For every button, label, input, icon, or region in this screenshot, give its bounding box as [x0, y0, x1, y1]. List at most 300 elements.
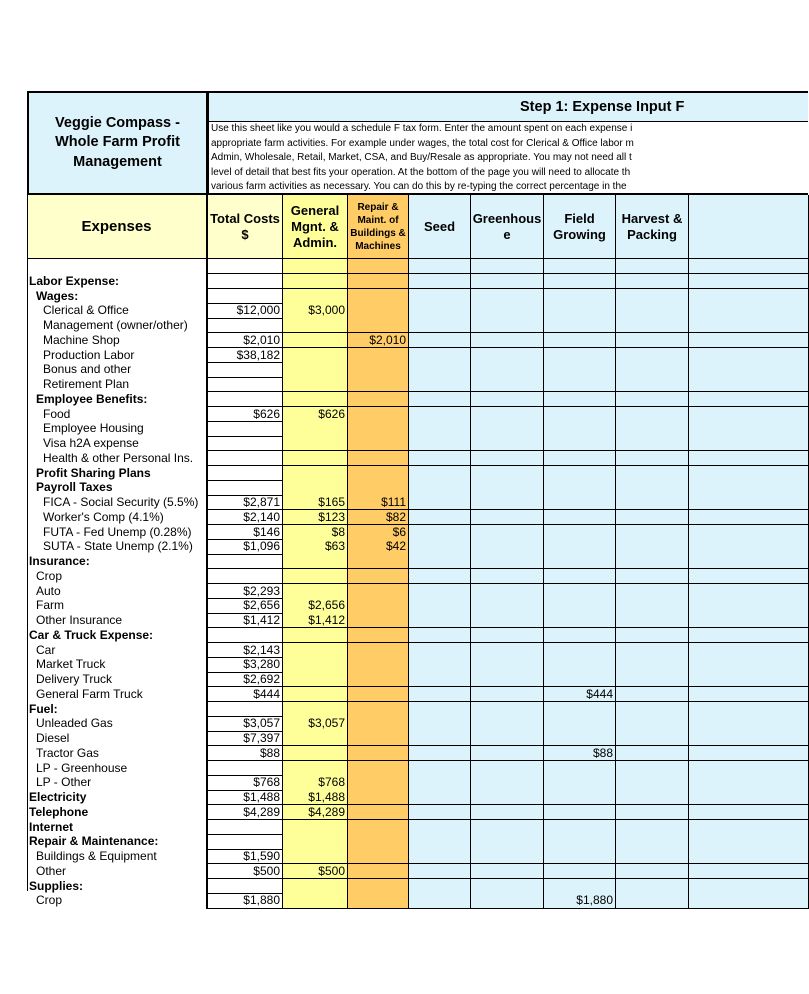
next-activity-cell[interactable] — [689, 303, 809, 318]
field-growing-cell[interactable] — [544, 362, 616, 377]
repair-maint-cell[interactable] — [348, 643, 409, 658]
harvest-packing-cell[interactable] — [616, 510, 689, 525]
general-admin-cell[interactable]: $3,000 — [283, 303, 348, 318]
total-cost-cell[interactable] — [208, 436, 283, 451]
total-cost-cell[interactable]: $1,412 — [208, 613, 283, 628]
seed-cell[interactable] — [409, 731, 471, 746]
next-activity-cell[interactable] — [689, 879, 809, 894]
repair-maint-cell[interactable]: $2,010 — [348, 333, 409, 348]
next-activity-cell[interactable] — [689, 657, 809, 672]
repair-maint-cell[interactable] — [348, 451, 409, 466]
field-growing-cell[interactable] — [544, 495, 616, 510]
field-growing-cell[interactable] — [544, 672, 616, 687]
repair-maint-cell[interactable] — [348, 274, 409, 289]
next-activity-cell[interactable] — [689, 731, 809, 746]
seed-cell[interactable] — [409, 303, 471, 318]
next-activity-cell[interactable] — [689, 628, 809, 643]
harvest-packing-cell[interactable] — [616, 466, 689, 481]
harvest-packing-cell[interactable] — [616, 746, 689, 761]
greenhouse-cell[interactable] — [471, 436, 544, 451]
harvest-packing-cell[interactable] — [616, 274, 689, 289]
greenhouse-cell[interactable] — [471, 392, 544, 407]
seed-cell[interactable] — [409, 569, 471, 584]
general-admin-cell[interactable]: $63 — [283, 539, 348, 554]
total-cost-cell[interactable] — [208, 289, 283, 304]
greenhouse-cell[interactable] — [471, 495, 544, 510]
total-cost-cell[interactable]: $2,010 — [208, 333, 283, 348]
greenhouse-cell[interactable] — [471, 775, 544, 790]
greenhouse-cell[interactable] — [471, 584, 544, 599]
total-cost-cell[interactable]: $2,656 — [208, 598, 283, 613]
seed-cell[interactable] — [409, 289, 471, 304]
total-cost-cell[interactable]: $7,397 — [208, 731, 283, 746]
harvest-packing-cell[interactable] — [616, 362, 689, 377]
harvest-packing-cell[interactable] — [616, 628, 689, 643]
total-cost-cell[interactable]: $3,057 — [208, 716, 283, 731]
next-activity-cell[interactable] — [689, 864, 809, 879]
general-admin-cell[interactable] — [283, 834, 348, 849]
total-cost-cell[interactable]: $38,182 — [208, 348, 283, 363]
general-admin-cell[interactable]: $1,488 — [283, 790, 348, 805]
greenhouse-cell[interactable] — [471, 510, 544, 525]
seed-cell[interactable] — [409, 702, 471, 717]
next-activity-cell[interactable] — [689, 466, 809, 481]
field-growing-cell[interactable] — [544, 318, 616, 333]
general-admin-cell[interactable]: $4,289 — [283, 805, 348, 820]
repair-maint-cell[interactable] — [348, 348, 409, 363]
greenhouse-cell[interactable] — [471, 421, 544, 436]
general-admin-cell[interactable] — [283, 421, 348, 436]
repair-maint-cell[interactable] — [348, 362, 409, 377]
repair-maint-cell[interactable] — [348, 702, 409, 717]
general-admin-cell[interactable] — [283, 849, 348, 864]
field-growing-cell[interactable] — [544, 584, 616, 599]
total-cost-cell[interactable] — [208, 451, 283, 466]
seed-cell[interactable] — [409, 318, 471, 333]
repair-maint-cell[interactable]: $42 — [348, 539, 409, 554]
total-cost-cell[interactable] — [208, 879, 283, 894]
greenhouse-cell[interactable] — [471, 643, 544, 658]
field-growing-cell[interactable] — [544, 539, 616, 554]
seed-cell[interactable] — [409, 421, 471, 436]
field-growing-cell[interactable] — [544, 569, 616, 584]
field-growing-cell[interactable] — [544, 775, 616, 790]
harvest-packing-cell[interactable] — [616, 849, 689, 864]
general-admin-cell[interactable]: $8 — [283, 525, 348, 540]
next-activity-cell[interactable] — [689, 761, 809, 776]
general-admin-cell[interactable]: $626 — [283, 407, 348, 422]
greenhouse-cell[interactable] — [471, 289, 544, 304]
total-cost-cell[interactable] — [208, 392, 283, 407]
repair-maint-cell[interactable] — [348, 318, 409, 333]
harvest-packing-cell[interactable] — [616, 289, 689, 304]
field-growing-cell[interactable] — [544, 333, 616, 348]
seed-cell[interactable] — [409, 613, 471, 628]
field-growing-cell[interactable] — [544, 466, 616, 481]
next-activity-cell[interactable] — [689, 436, 809, 451]
general-admin-cell[interactable] — [283, 318, 348, 333]
field-growing-cell[interactable] — [544, 731, 616, 746]
next-activity-cell[interactable] — [689, 834, 809, 849]
next-activity-cell[interactable] — [689, 716, 809, 731]
harvest-packing-cell[interactable] — [616, 790, 689, 805]
harvest-packing-cell[interactable] — [616, 303, 689, 318]
general-admin-cell[interactable]: $1,412 — [283, 613, 348, 628]
repair-maint-cell[interactable] — [348, 303, 409, 318]
seed-cell[interactable] — [409, 598, 471, 613]
total-cost-cell[interactable]: $1,590 — [208, 849, 283, 864]
greenhouse-cell[interactable] — [471, 259, 544, 274]
total-cost-cell[interactable] — [208, 702, 283, 717]
greenhouse-cell[interactable] — [471, 790, 544, 805]
repair-maint-cell[interactable] — [348, 790, 409, 805]
field-growing-cell[interactable] — [544, 303, 616, 318]
seed-cell[interactable] — [409, 451, 471, 466]
repair-maint-cell[interactable] — [348, 628, 409, 643]
next-activity-cell[interactable] — [689, 790, 809, 805]
greenhouse-cell[interactable] — [471, 805, 544, 820]
repair-maint-cell[interactable] — [348, 672, 409, 687]
repair-maint-cell[interactable] — [348, 687, 409, 702]
general-admin-cell[interactable] — [283, 259, 348, 274]
seed-cell[interactable] — [409, 348, 471, 363]
repair-maint-cell[interactable] — [348, 731, 409, 746]
greenhouse-cell[interactable] — [471, 303, 544, 318]
harvest-packing-cell[interactable] — [616, 672, 689, 687]
general-admin-cell[interactable] — [283, 643, 348, 658]
harvest-packing-cell[interactable] — [616, 584, 689, 599]
harvest-packing-cell[interactable] — [616, 879, 689, 894]
seed-cell[interactable] — [409, 407, 471, 422]
next-activity-cell[interactable] — [689, 613, 809, 628]
repair-maint-cell[interactable] — [348, 259, 409, 274]
total-cost-cell[interactable] — [208, 259, 283, 274]
seed-cell[interactable] — [409, 554, 471, 569]
greenhouse-cell[interactable] — [471, 761, 544, 776]
harvest-packing-cell[interactable] — [616, 348, 689, 363]
greenhouse-cell[interactable] — [471, 362, 544, 377]
repair-maint-cell[interactable]: $111 — [348, 495, 409, 510]
harvest-packing-cell[interactable] — [616, 775, 689, 790]
next-activity-cell[interactable] — [689, 348, 809, 363]
field-growing-cell[interactable] — [544, 657, 616, 672]
total-cost-cell[interactable] — [208, 362, 283, 377]
harvest-packing-cell[interactable] — [616, 716, 689, 731]
next-activity-cell[interactable] — [689, 333, 809, 348]
seed-cell[interactable] — [409, 879, 471, 894]
greenhouse-cell[interactable] — [471, 628, 544, 643]
general-admin-cell[interactable]: $165 — [283, 495, 348, 510]
harvest-packing-cell[interactable] — [616, 421, 689, 436]
seed-cell[interactable] — [409, 480, 471, 495]
greenhouse-cell[interactable] — [471, 657, 544, 672]
next-activity-cell[interactable] — [689, 702, 809, 717]
repair-maint-cell[interactable] — [348, 613, 409, 628]
general-admin-cell[interactable] — [283, 451, 348, 466]
greenhouse-cell[interactable] — [471, 480, 544, 495]
next-activity-cell[interactable] — [689, 775, 809, 790]
field-growing-cell[interactable] — [544, 392, 616, 407]
repair-maint-cell[interactable] — [348, 834, 409, 849]
next-activity-cell[interactable] — [689, 407, 809, 422]
next-activity-cell[interactable] — [689, 392, 809, 407]
greenhouse-cell[interactable] — [471, 746, 544, 761]
next-activity-cell[interactable] — [689, 259, 809, 274]
repair-maint-cell[interactable] — [348, 392, 409, 407]
repair-maint-cell[interactable] — [348, 716, 409, 731]
field-growing-cell[interactable] — [544, 849, 616, 864]
next-activity-cell[interactable] — [689, 510, 809, 525]
seed-cell[interactable] — [409, 510, 471, 525]
next-activity-cell[interactable] — [689, 274, 809, 289]
harvest-packing-cell[interactable] — [616, 702, 689, 717]
greenhouse-cell[interactable] — [471, 879, 544, 894]
seed-cell[interactable] — [409, 643, 471, 658]
harvest-packing-cell[interactable] — [616, 864, 689, 879]
total-cost-cell[interactable]: $1,880 — [208, 893, 283, 908]
seed-cell[interactable] — [409, 864, 471, 879]
field-growing-cell[interactable] — [544, 377, 616, 392]
seed-cell[interactable] — [409, 687, 471, 702]
next-activity-cell[interactable] — [689, 525, 809, 540]
greenhouse-cell[interactable] — [471, 687, 544, 702]
field-growing-cell[interactable] — [544, 274, 616, 289]
repair-maint-cell[interactable] — [348, 849, 409, 864]
general-admin-cell[interactable] — [283, 348, 348, 363]
general-admin-cell[interactable]: $768 — [283, 775, 348, 790]
greenhouse-cell[interactable] — [471, 333, 544, 348]
field-growing-cell[interactable]: $88 — [544, 746, 616, 761]
next-activity-cell[interactable] — [689, 451, 809, 466]
seed-cell[interactable] — [409, 775, 471, 790]
greenhouse-cell[interactable] — [471, 318, 544, 333]
greenhouse-cell[interactable] — [471, 820, 544, 835]
seed-cell[interactable] — [409, 849, 471, 864]
harvest-packing-cell[interactable] — [616, 259, 689, 274]
harvest-packing-cell[interactable] — [616, 731, 689, 746]
general-admin-cell[interactable] — [283, 377, 348, 392]
seed-cell[interactable] — [409, 584, 471, 599]
field-growing-cell[interactable] — [544, 510, 616, 525]
repair-maint-cell[interactable] — [348, 746, 409, 761]
next-activity-cell[interactable] — [689, 805, 809, 820]
seed-cell[interactable] — [409, 466, 471, 481]
harvest-packing-cell[interactable] — [616, 643, 689, 658]
repair-maint-cell[interactable] — [348, 598, 409, 613]
greenhouse-cell[interactable] — [471, 539, 544, 554]
general-admin-cell[interactable] — [283, 820, 348, 835]
general-admin-cell[interactable] — [283, 554, 348, 569]
next-activity-cell[interactable] — [689, 598, 809, 613]
next-activity-cell[interactable] — [689, 643, 809, 658]
seed-cell[interactable] — [409, 657, 471, 672]
total-cost-cell[interactable]: $146 — [208, 525, 283, 540]
next-activity-cell[interactable] — [689, 289, 809, 304]
greenhouse-cell[interactable] — [471, 274, 544, 289]
total-cost-cell[interactable]: $4,289 — [208, 805, 283, 820]
next-activity-cell[interactable] — [689, 421, 809, 436]
repair-maint-cell[interactable] — [348, 407, 409, 422]
total-cost-cell[interactable]: $768 — [208, 775, 283, 790]
repair-maint-cell[interactable] — [348, 879, 409, 894]
repair-maint-cell[interactable] — [348, 820, 409, 835]
field-growing-cell[interactable] — [544, 879, 616, 894]
repair-maint-cell[interactable] — [348, 657, 409, 672]
harvest-packing-cell[interactable] — [616, 333, 689, 348]
harvest-packing-cell[interactable] — [616, 657, 689, 672]
harvest-packing-cell[interactable] — [616, 480, 689, 495]
harvest-packing-cell[interactable] — [616, 407, 689, 422]
seed-cell[interactable] — [409, 790, 471, 805]
general-admin-cell[interactable] — [283, 333, 348, 348]
field-growing-cell[interactable] — [544, 613, 616, 628]
greenhouse-cell[interactable] — [471, 451, 544, 466]
repair-maint-cell[interactable] — [348, 466, 409, 481]
total-cost-cell[interactable]: $3,280 — [208, 657, 283, 672]
greenhouse-cell[interactable] — [471, 731, 544, 746]
next-activity-cell[interactable] — [689, 377, 809, 392]
harvest-packing-cell[interactable] — [616, 820, 689, 835]
next-activity-cell[interactable] — [689, 495, 809, 510]
general-admin-cell[interactable] — [283, 893, 348, 908]
harvest-packing-cell[interactable] — [616, 525, 689, 540]
repair-maint-cell[interactable] — [348, 864, 409, 879]
general-admin-cell[interactable] — [283, 657, 348, 672]
repair-maint-cell[interactable] — [348, 761, 409, 776]
harvest-packing-cell[interactable] — [616, 377, 689, 392]
general-admin-cell[interactable] — [283, 672, 348, 687]
harvest-packing-cell[interactable] — [616, 436, 689, 451]
general-admin-cell[interactable]: $2,656 — [283, 598, 348, 613]
seed-cell[interactable] — [409, 893, 471, 908]
total-cost-cell[interactable] — [208, 377, 283, 392]
field-growing-cell[interactable] — [544, 834, 616, 849]
greenhouse-cell[interactable] — [471, 569, 544, 584]
total-cost-cell[interactable]: $88 — [208, 746, 283, 761]
field-growing-cell[interactable] — [544, 716, 616, 731]
general-admin-cell[interactable] — [283, 289, 348, 304]
harvest-packing-cell[interactable] — [616, 761, 689, 776]
greenhouse-cell[interactable] — [471, 466, 544, 481]
field-growing-cell[interactable] — [544, 761, 616, 776]
greenhouse-cell[interactable] — [471, 525, 544, 540]
field-growing-cell[interactable] — [544, 864, 616, 879]
general-admin-cell[interactable] — [283, 584, 348, 599]
total-cost-cell[interactable]: $2,143 — [208, 643, 283, 658]
next-activity-cell[interactable] — [689, 893, 809, 908]
seed-cell[interactable] — [409, 362, 471, 377]
general-admin-cell[interactable] — [283, 687, 348, 702]
greenhouse-cell[interactable] — [471, 849, 544, 864]
field-growing-cell[interactable] — [544, 348, 616, 363]
field-growing-cell[interactable] — [544, 259, 616, 274]
general-admin-cell[interactable] — [283, 761, 348, 776]
total-cost-cell[interactable]: $626 — [208, 407, 283, 422]
field-growing-cell[interactable] — [544, 702, 616, 717]
total-cost-cell[interactable]: $1,096 — [208, 539, 283, 554]
total-cost-cell[interactable] — [208, 628, 283, 643]
total-cost-cell[interactable]: $12,000 — [208, 303, 283, 318]
repair-maint-cell[interactable]: $82 — [348, 510, 409, 525]
greenhouse-cell[interactable] — [471, 716, 544, 731]
greenhouse-cell[interactable] — [471, 348, 544, 363]
repair-maint-cell[interactable] — [348, 436, 409, 451]
next-activity-cell[interactable] — [689, 849, 809, 864]
repair-maint-cell[interactable] — [348, 805, 409, 820]
seed-cell[interactable] — [409, 746, 471, 761]
harvest-packing-cell[interactable] — [616, 834, 689, 849]
total-cost-cell[interactable]: $2,871 — [208, 495, 283, 510]
total-cost-cell[interactable]: $500 — [208, 864, 283, 879]
greenhouse-cell[interactable] — [471, 893, 544, 908]
total-cost-cell[interactable] — [208, 554, 283, 569]
greenhouse-cell[interactable] — [471, 407, 544, 422]
repair-maint-cell[interactable] — [348, 554, 409, 569]
total-cost-cell[interactable] — [208, 274, 283, 289]
harvest-packing-cell[interactable] — [616, 554, 689, 569]
seed-cell[interactable] — [409, 539, 471, 554]
general-admin-cell[interactable] — [283, 702, 348, 717]
harvest-packing-cell[interactable] — [616, 495, 689, 510]
harvest-packing-cell[interactable] — [616, 613, 689, 628]
field-growing-cell[interactable] — [544, 628, 616, 643]
seed-cell[interactable] — [409, 495, 471, 510]
field-growing-cell[interactable] — [544, 421, 616, 436]
field-growing-cell[interactable] — [544, 525, 616, 540]
total-cost-cell[interactable]: $444 — [208, 687, 283, 702]
general-admin-cell[interactable] — [283, 392, 348, 407]
total-cost-cell[interactable] — [208, 834, 283, 849]
field-growing-cell[interactable] — [544, 598, 616, 613]
general-admin-cell[interactable] — [283, 466, 348, 481]
repair-maint-cell[interactable] — [348, 775, 409, 790]
greenhouse-cell[interactable] — [471, 672, 544, 687]
repair-maint-cell[interactable] — [348, 893, 409, 908]
harvest-packing-cell[interactable] — [616, 451, 689, 466]
next-activity-cell[interactable] — [689, 672, 809, 687]
seed-cell[interactable] — [409, 805, 471, 820]
next-activity-cell[interactable] — [689, 687, 809, 702]
seed-cell[interactable] — [409, 761, 471, 776]
seed-cell[interactable] — [409, 333, 471, 348]
total-cost-cell[interactable]: $2,140 — [208, 510, 283, 525]
repair-maint-cell[interactable] — [348, 480, 409, 495]
next-activity-cell[interactable] — [689, 820, 809, 835]
seed-cell[interactable] — [409, 259, 471, 274]
next-activity-cell[interactable] — [689, 539, 809, 554]
repair-maint-cell[interactable] — [348, 289, 409, 304]
next-activity-cell[interactable] — [689, 362, 809, 377]
field-growing-cell[interactable] — [544, 790, 616, 805]
greenhouse-cell[interactable] — [471, 377, 544, 392]
seed-cell[interactable] — [409, 436, 471, 451]
field-growing-cell[interactable] — [544, 407, 616, 422]
general-admin-cell[interactable] — [283, 879, 348, 894]
total-cost-cell[interactable] — [208, 820, 283, 835]
next-activity-cell[interactable] — [689, 584, 809, 599]
field-growing-cell[interactable] — [544, 451, 616, 466]
harvest-packing-cell[interactable] — [616, 392, 689, 407]
seed-cell[interactable] — [409, 672, 471, 687]
greenhouse-cell[interactable] — [471, 598, 544, 613]
general-admin-cell[interactable] — [283, 362, 348, 377]
harvest-packing-cell[interactable] — [616, 598, 689, 613]
field-growing-cell[interactable] — [544, 436, 616, 451]
harvest-packing-cell[interactable] — [616, 569, 689, 584]
total-cost-cell[interactable] — [208, 421, 283, 436]
general-admin-cell[interactable] — [283, 628, 348, 643]
total-cost-cell[interactable] — [208, 761, 283, 776]
